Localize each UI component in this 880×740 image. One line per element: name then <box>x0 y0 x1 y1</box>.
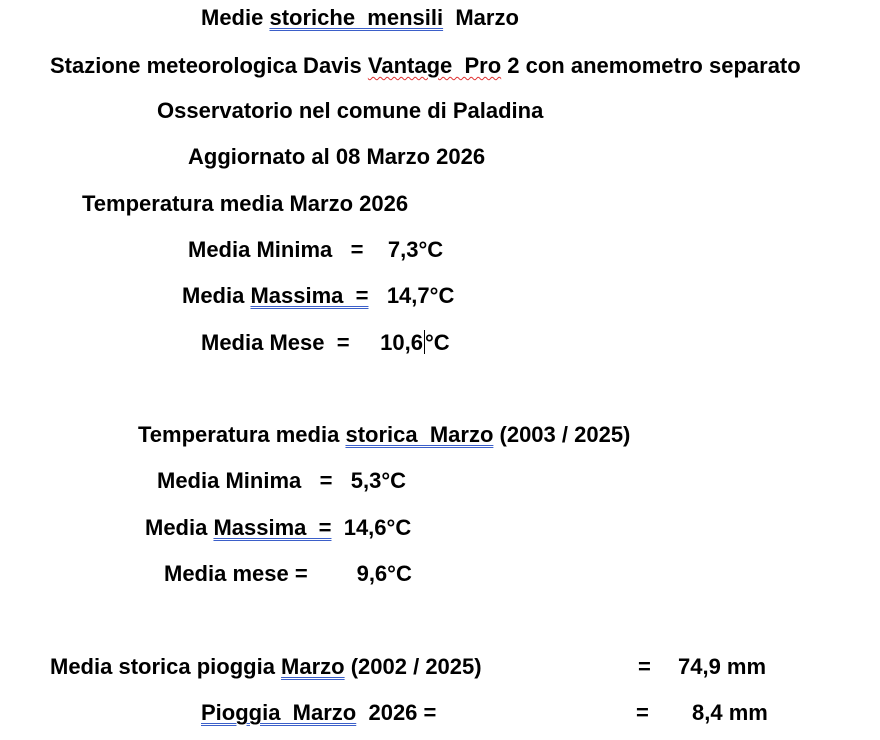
title-prefix: Medie <box>201 5 270 30</box>
station-suffix: 2 con anemometro separato <box>501 53 801 78</box>
rain-current-value <box>692 699 768 727</box>
rain-historical-value <box>678 653 766 681</box>
station-vantage: Vantage Pro <box>367 53 502 78</box>
rain-hist-value: 74,9 mm <box>678 654 767 679</box>
historical-month-text: Media mese = 9,6°C <box>164 561 412 586</box>
rain-hist-underlined: Marzo <box>281 654 345 679</box>
historical-heading-underlined: storica Marzo <box>345 422 494 447</box>
current-min <box>188 236 443 264</box>
rain-current-eq: = <box>636 700 649 725</box>
current-month-value: 10,6 <box>380 330 423 355</box>
historical-max <box>145 514 411 542</box>
historical-min-text: Media Minima = 5,3°C <box>157 468 407 493</box>
current-month <box>201 329 450 357</box>
observatory-line <box>157 97 543 125</box>
historical-max-underlined: Massima = <box>213 515 332 540</box>
station-prefix: Stazione meteorologica Davis <box>50 53 368 78</box>
updated-text: Aggiornato al 08 Marzo 2026 <box>188 144 486 169</box>
current-min-text: Media Minima = 7,3°C <box>188 237 444 262</box>
current-max-value: 14,7°C <box>368 283 455 308</box>
rain-historical <box>50 653 482 681</box>
historical-heading-prefix: Temperatura media <box>138 422 346 447</box>
rain-current-suffix: 2026 = <box>356 700 437 725</box>
observatory-text: Osservatorio nel comune di Paladina <box>157 98 544 123</box>
current-max-prefix: Media <box>182 283 251 308</box>
historical-max-prefix: Media <box>145 515 214 540</box>
current-heading <box>82 190 408 218</box>
current-max-underlined: Massima = <box>250 283 369 308</box>
historical-heading <box>138 421 630 449</box>
historical-heading-suffix: (2003 / 2025) <box>493 422 631 447</box>
title-suffix: Marzo <box>443 5 519 30</box>
title-storiche: storiche mensili <box>269 5 444 30</box>
current-max <box>182 282 454 310</box>
current-month-unit: °C <box>424 330 450 355</box>
rain-hist-eq: = <box>638 654 651 679</box>
updated-line <box>188 143 485 171</box>
historical-month <box>164 560 412 588</box>
rain-current <box>201 699 436 727</box>
historical-min <box>157 467 406 495</box>
rain-current-eq <box>636 699 649 727</box>
rain-historical-eq <box>638 653 651 681</box>
current-month-label: Media Mese = <box>201 330 381 355</box>
current-heading-text: Temperatura media Marzo 2026 <box>82 191 409 216</box>
rain-current-value: 8,4 mm <box>692 700 768 725</box>
rain-current-underlined: Pioggia Marzo <box>201 700 357 725</box>
station-line <box>50 52 801 80</box>
page-title <box>201 4 519 32</box>
historical-max-value: 14,6°C <box>331 515 412 540</box>
rain-hist-suffix: (2002 / 2025) <box>344 654 482 679</box>
rain-hist-prefix: Media storica pioggia <box>50 654 282 679</box>
